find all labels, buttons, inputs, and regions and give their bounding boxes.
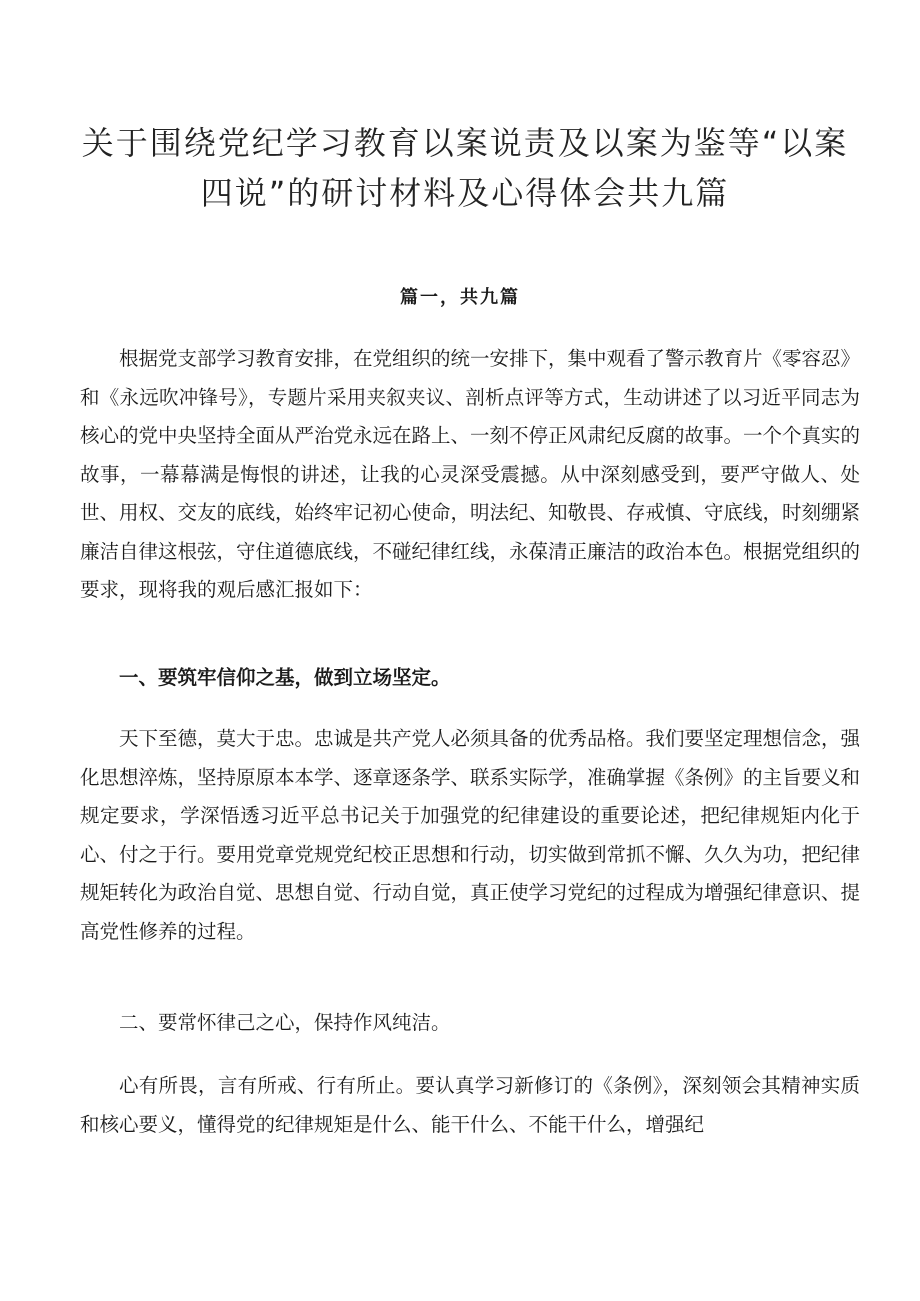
section-title: 篇一，共九篇 xyxy=(400,287,520,308)
document-title: 关于围绕党纪学习教育以案说责及以案为鉴等“以案四说”的研讨材料及心得体会共九篇 xyxy=(81,124,849,212)
heading-point-one: 一、要筑牢信仰之基，做到立场坚定。 xyxy=(119,666,451,689)
paragraph-intro: 根据党支部学习教育安排，在党组织的统一安排下，集中观看了警示教育片《零容忍》和《永远吹冲锋号》，专题片采用夹叙夹议、剖析点评等方式，生动讲述了以习近平同志为核心的党中央坚持全面从严治党永远在路上、一刻不停正风肃纪反腐的故事。一个个真实的故事，一幕幕满是悔恨的讲述，让我的心灵深受震撼。从中深刻感受到，要严守做人、处世、用权、交友的底线，始终牢记初心使命，明法纪、知敬畏、存戒慎、守底线，时刻绷紧廉洁自律这根弦，守住道德底线，不碰纪律红线，永葆清正廉洁的政治本色。根据党组织的要求，现将我的观后感汇报如下： xyxy=(80,347,861,601)
heading-point-two: 二、要常怀律己之心，保持作风纯洁。 xyxy=(119,1011,451,1034)
paragraph-point-one: 天下至德，莫大于忠。忠诚是共产党人必须具备的优秀品格。我们要坚定理想信念，强化思想淬炼，坚持原原本本学、逐章逐条学、联系实际学，准确掌握《条例》的主旨要义和规定要求，学深悟透习近平总书记关于加强党的纪律建设的重要论述，把纪律规矩内化于心、付之于行。要用党章党规党纪校正思想和行动，切实做到常抓不懈、久久为功，把纪律规矩转化为政治自觉、思想自觉、行动自觉，真正使学习党纪的过程成为增强纪律意识、提高党性修养的过程。 xyxy=(80,727,861,943)
paragraph-point-two: 心有所畏，言有所戒、行有所止。要认真学习新修订的《条例》，深刻领会其精神实质和核心要义，懂得党的纪律规矩是什么、能干什么、不能干什么，增强纪 xyxy=(80,1074,860,1136)
